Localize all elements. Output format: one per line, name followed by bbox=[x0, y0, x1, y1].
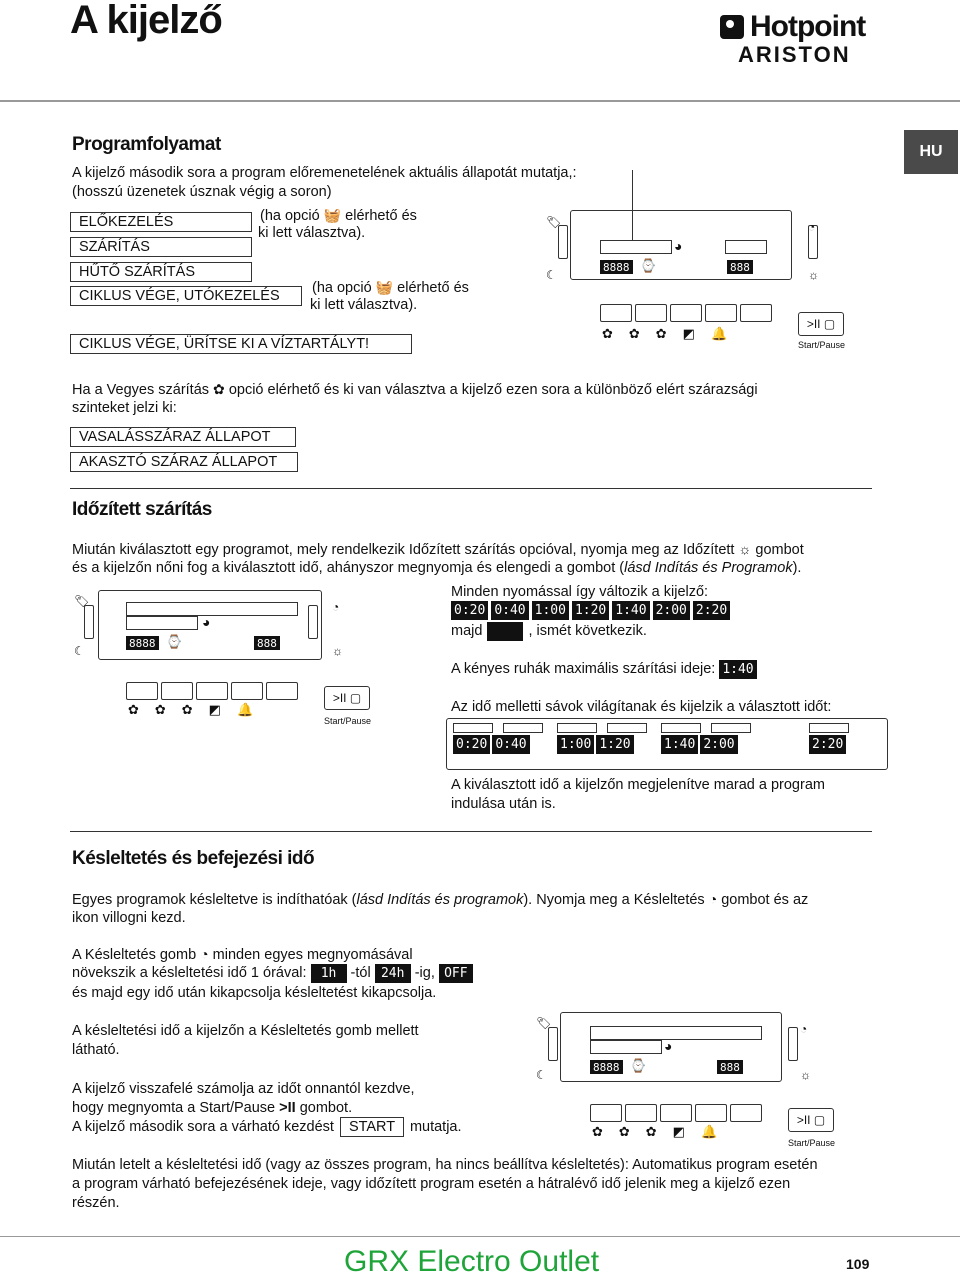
text: -ig, bbox=[414, 965, 435, 981]
time-slot bbox=[809, 723, 849, 733]
text: majd bbox=[451, 623, 483, 639]
section-divider bbox=[70, 488, 872, 489]
dry-level-icon: ◕ bbox=[664, 1038, 673, 1054]
time-slot bbox=[607, 723, 647, 733]
option-icons: ✿✿✿◩🔔 bbox=[602, 326, 744, 341]
level-box: AKASZTÓ SZÁRAZ ÁLLAPOT bbox=[70, 452, 298, 472]
start-pause-label: Start/Pause bbox=[798, 340, 846, 350]
option-button bbox=[231, 682, 263, 700]
paragraph: Minden nyomással így változik a kijelző: bbox=[451, 584, 709, 600]
half-moon-icon: ☾ bbox=[536, 1068, 547, 1082]
status-box: SZÁRÍTÁS bbox=[70, 237, 252, 257]
text: Egyes programok késleltetve is indíthatóak ( bbox=[72, 892, 357, 908]
lcd-time: 24h bbox=[375, 964, 411, 983]
text: mutatja. bbox=[409, 1118, 462, 1135]
note-text: elérhető és bbox=[345, 208, 417, 224]
paragraph: részén. bbox=[72, 1195, 120, 1211]
section-heading-delay: Késleltetés és befejezési idő bbox=[72, 848, 315, 869]
timer-icon: ⌚ bbox=[640, 258, 657, 273]
lcd-time: 888 bbox=[717, 1060, 743, 1074]
timed-dry-icon: ☼ bbox=[808, 268, 819, 282]
control-panel-illustration bbox=[70, 590, 380, 738]
option-button bbox=[740, 304, 772, 322]
text: -tól bbox=[350, 965, 371, 981]
paragraph: Az idő melletti sávok világítanak és kijelzik a választott időt: bbox=[451, 699, 832, 715]
mixed-dry-icon: ✿ bbox=[213, 381, 225, 397]
option-button bbox=[635, 304, 667, 322]
lcd-time: 1:40 bbox=[719, 660, 756, 679]
page-title: A kijelző bbox=[70, 0, 222, 42]
lcd-time: 2:20 bbox=[809, 735, 846, 754]
option-button bbox=[705, 304, 737, 322]
option-button bbox=[730, 1104, 762, 1122]
side-button bbox=[548, 1027, 558, 1061]
start-pause-icon: >II ▢ bbox=[324, 686, 370, 710]
delay-icon: ◔ bbox=[708, 891, 718, 907]
lcd-time: 0:20 bbox=[451, 601, 488, 620]
lcd-time: 2:00 bbox=[700, 735, 737, 754]
option-button bbox=[196, 682, 228, 700]
note-text: (ha opció bbox=[260, 208, 320, 224]
callout-line bbox=[632, 170, 633, 240]
display-bar bbox=[126, 616, 198, 630]
anticrease-icon: 🧺 bbox=[375, 279, 394, 295]
paragraph bbox=[72, 380, 758, 400]
timed-dry-icon: ☼ bbox=[738, 541, 752, 557]
header-divider bbox=[0, 100, 960, 102]
paragraph: és majd egy idő után kikapcsolja késleltetést kikapcsolja. bbox=[72, 985, 437, 1001]
lcd-time: 1:40 bbox=[612, 601, 649, 620]
option-button bbox=[625, 1104, 657, 1122]
dry-level-icon: ◕ bbox=[202, 614, 211, 630]
text: Miután kiválasztott egy programot, mely rendelkezik Időzített szárítás opcióval, nyomja meg az Időzített bbox=[72, 542, 735, 558]
timer-icon: ⌚ bbox=[630, 1058, 647, 1073]
footer-divider bbox=[0, 1236, 960, 1237]
lcd-blank bbox=[487, 622, 523, 641]
half-moon-icon: ☾ bbox=[74, 644, 85, 658]
brand-sub: ARISTON bbox=[738, 42, 851, 67]
pretreat-icon: 🧺 bbox=[323, 207, 342, 223]
text: Ha a Vegyes szárítás bbox=[72, 382, 210, 398]
time-bars-display bbox=[446, 718, 888, 770]
paragraph: A késleltetési idő a kijelzőn a Késleltetés gomb mellett bbox=[72, 1023, 419, 1039]
paragraph bbox=[72, 890, 808, 910]
paragraph: szinteket jelzi ki: bbox=[72, 400, 177, 416]
bar-group bbox=[809, 735, 846, 754]
start-pause-icon: >II ▢ bbox=[788, 1108, 834, 1132]
option-button bbox=[600, 304, 632, 322]
option-button bbox=[126, 682, 158, 700]
lcd-time: 888 bbox=[254, 636, 280, 650]
delay-icon: ◔ bbox=[800, 1022, 808, 1036]
section-heading-timed: Időzített szárítás bbox=[72, 499, 212, 520]
note: ki lett választva). bbox=[258, 225, 366, 241]
reference: lásd Indítás és Programok bbox=[624, 560, 793, 576]
half-moon-icon: ☾ bbox=[546, 268, 557, 282]
side-button bbox=[558, 225, 568, 259]
time-slot bbox=[503, 723, 543, 733]
paragraph: A kijelző visszafelé számolja az időt onnantól kezdve, bbox=[72, 1081, 415, 1097]
paragraph: indulása után is. bbox=[451, 796, 556, 812]
lcd-time: 8888 bbox=[590, 1060, 623, 1074]
text: ). bbox=[792, 560, 802, 576]
option-button bbox=[590, 1104, 622, 1122]
note bbox=[260, 206, 417, 226]
text: A kijelző második sora a várható kezdést bbox=[72, 1118, 334, 1135]
lcd-time: OFF bbox=[439, 964, 473, 983]
delicate-icon: 🏷 bbox=[74, 594, 90, 608]
delay-icon: ◔ bbox=[332, 600, 340, 614]
brand-logo bbox=[720, 10, 890, 68]
timer-icon: ⌚ bbox=[166, 634, 183, 649]
text: növekszik a késleltetési idő 1 órával: bbox=[72, 965, 307, 981]
text: minden egyes megnyomásával bbox=[212, 947, 413, 963]
reference: lásd Indítás és programok bbox=[356, 892, 524, 908]
time-slot bbox=[711, 723, 751, 733]
status-box: HŰTŐ SZÁRÍTÁS bbox=[70, 262, 252, 282]
text: gombot. bbox=[299, 1100, 353, 1116]
text: hogy megnyomta a Start/Pause bbox=[72, 1100, 276, 1116]
store-watermark: GRX Electro Outlet bbox=[344, 1245, 600, 1278]
control-panel-illustration bbox=[540, 210, 860, 358]
option-button bbox=[266, 682, 298, 700]
status-box: CIKLUS VÉGE, UTÓKEZELÉS bbox=[70, 286, 302, 306]
paragraph bbox=[72, 540, 804, 560]
text: ). Nyomja meg a Késleltetés bbox=[523, 892, 705, 908]
language-badge: HU bbox=[904, 130, 958, 174]
paragraph: A kijelző második sora a program előremenetelének aktuális állapotát mutatja,: bbox=[72, 165, 577, 181]
timed-dry-icon: ☼ bbox=[332, 644, 343, 658]
section-divider bbox=[70, 831, 872, 832]
bar-group bbox=[453, 735, 530, 754]
note-text: (ha opció bbox=[312, 280, 372, 296]
paragraph: a program várható befejezésének ideje, vagy időzített program esetén a hátralévő idő jelenik meg a kijelző ezen bbox=[72, 1176, 791, 1192]
lcd-time: 1:20 bbox=[572, 601, 609, 620]
paragraph bbox=[72, 1117, 462, 1137]
lcd-time: 0:40 bbox=[491, 601, 528, 620]
lcd-time: 1:40 bbox=[661, 735, 698, 754]
paragraph bbox=[451, 660, 757, 679]
lcd-time: 2:20 bbox=[693, 601, 730, 620]
text: A Késleltetés gomb bbox=[72, 947, 197, 963]
brand-name: Hotpoint bbox=[750, 10, 866, 43]
option-icons: ✿✿✿◩🔔 bbox=[128, 702, 270, 717]
dry-level-icon: ◕ bbox=[674, 238, 683, 254]
lcd-time: 0:40 bbox=[492, 735, 529, 754]
display-bar bbox=[590, 1026, 762, 1040]
start-pause-label: Start/Pause bbox=[788, 1138, 836, 1148]
lcd-time: 8888 bbox=[600, 260, 633, 274]
paragraph: Miután letelt a késleltetési idő (vagy az összes program, ha nincs beállítva késleltetés): Automatikus program esetén bbox=[72, 1157, 818, 1173]
bar-group bbox=[557, 735, 634, 754]
paragraph bbox=[72, 945, 413, 965]
side-button bbox=[84, 605, 94, 639]
delicate-icon: 🏷 bbox=[536, 1016, 552, 1030]
text: gombot és az bbox=[721, 892, 809, 908]
option-button bbox=[695, 1104, 727, 1122]
section-heading-progress: Programfolyamat bbox=[72, 134, 221, 155]
brand-mark-icon bbox=[720, 15, 744, 39]
text: , ismét következik. bbox=[528, 623, 647, 639]
side-button bbox=[308, 605, 318, 639]
lcd-time: 1:00 bbox=[532, 601, 569, 620]
text: opció elérhető és ki van választva a kijelző ezen sora a különböző elért szárazsági bbox=[228, 382, 758, 398]
lcd-time: 8888 bbox=[126, 636, 159, 650]
time-slot bbox=[661, 723, 701, 733]
display-bar bbox=[126, 602, 298, 616]
delay-icon: ◔ bbox=[808, 220, 816, 234]
start-pause-icon: >II ▢ bbox=[798, 312, 844, 336]
time-slot bbox=[557, 723, 597, 733]
lcd-time: 2:00 bbox=[653, 601, 690, 620]
option-button bbox=[670, 304, 702, 322]
paragraph bbox=[72, 964, 473, 983]
lcd-time: 0:20 bbox=[453, 735, 490, 754]
note: ki lett választva). bbox=[310, 297, 418, 313]
display-bar bbox=[600, 240, 672, 254]
start-pause-label: Start/Pause bbox=[324, 716, 372, 726]
level-box: VASALÁSSZÁRAZ ÁLLAPOT bbox=[70, 427, 296, 447]
option-icons: ✿✿✿◩🔔 bbox=[592, 1124, 734, 1139]
page-number: 109 bbox=[846, 1256, 870, 1272]
delay-icon: ◔ bbox=[200, 946, 209, 962]
time-sequence bbox=[451, 601, 730, 620]
text: és a kijelzőn nőni fog a kiválasztott idő, ahányszor megnyomja és elengedi a gombot ( bbox=[72, 560, 625, 576]
paragraph bbox=[451, 622, 647, 641]
start-pause-icon: >II bbox=[279, 1100, 296, 1116]
note bbox=[312, 278, 469, 298]
lcd-time: 1h bbox=[311, 964, 347, 983]
time-slot bbox=[453, 723, 493, 733]
bar-group bbox=[661, 735, 738, 754]
timed-dry-icon: ☼ bbox=[800, 1068, 811, 1082]
option-button bbox=[161, 682, 193, 700]
lcd-time: 1:20 bbox=[596, 735, 633, 754]
paragraph: (hosszú üzenetek úsznak végig a soron) bbox=[72, 184, 332, 200]
paragraph bbox=[72, 559, 801, 578]
status-box: CIKLUS VÉGE, ÜRÍTSE KI A VÍZTARTÁLYT! bbox=[70, 334, 412, 354]
option-button bbox=[660, 1104, 692, 1122]
paragraph: A kiválasztott idő a kijelzőn megjelenítve marad a program bbox=[451, 777, 825, 793]
paragraph: ikon villogni kezd. bbox=[72, 910, 186, 926]
lcd-time: 888 bbox=[727, 260, 753, 274]
text: A kényes ruhák maximális szárítási ideje: bbox=[451, 661, 716, 677]
paragraph: látható. bbox=[72, 1042, 120, 1058]
lcd-time: 1:00 bbox=[557, 735, 594, 754]
delicate-icon: 🏷 bbox=[546, 215, 562, 229]
control-panel-illustration bbox=[530, 1012, 850, 1160]
text: gombot bbox=[755, 542, 804, 558]
paragraph bbox=[72, 1099, 352, 1118]
start-box: START bbox=[340, 1117, 404, 1137]
side-button bbox=[788, 1027, 798, 1061]
note-text: elérhető és bbox=[397, 280, 469, 296]
display-bar bbox=[590, 1040, 662, 1054]
display-bar bbox=[725, 240, 767, 254]
status-box: ELŐKEZELÉS bbox=[70, 212, 252, 232]
